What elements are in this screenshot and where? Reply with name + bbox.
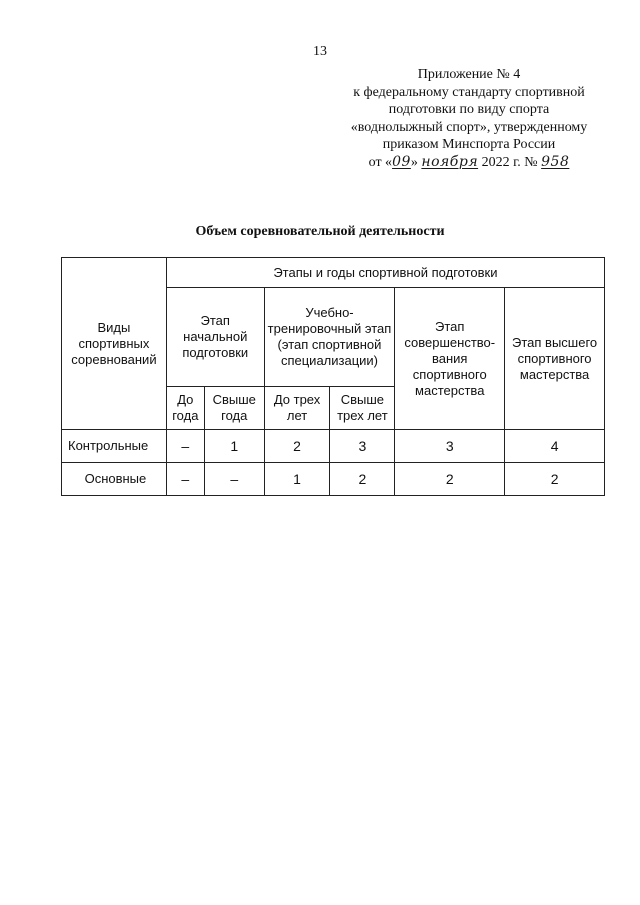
table-row bbox=[62, 463, 605, 496]
header-over-year: Свыше года bbox=[204, 387, 264, 430]
header-stage-improvement: Этап совершенство-вания спортивного мастерства bbox=[395, 288, 505, 430]
row-label: Основные bbox=[62, 463, 167, 496]
row-label: Контрольные bbox=[62, 430, 167, 463]
table-cell: 3 bbox=[330, 430, 395, 463]
table-cell: 3 bbox=[395, 430, 505, 463]
table-cell: 2 bbox=[505, 463, 605, 496]
competition-volume-table bbox=[61, 257, 605, 496]
header-stage-training: Учебно-тренировочный этап (этап спортивной специализации) bbox=[264, 288, 395, 387]
header-stages-group: Этапы и годы спортивной подготовки bbox=[166, 258, 604, 288]
table-cell: 1 bbox=[264, 463, 330, 496]
page-number: 13 bbox=[313, 44, 327, 59]
table-cell: 2 bbox=[330, 463, 395, 496]
table-cell: – bbox=[166, 463, 204, 496]
handwritten-month: ноября bbox=[421, 153, 479, 170]
table-cell: 2 bbox=[264, 430, 330, 463]
table-cell: – bbox=[166, 430, 204, 463]
date-mid: » bbox=[410, 154, 422, 170]
appendix-line: «воднолыжный спорт», утвержденному bbox=[350, 119, 588, 135]
appendix-line: подготовки по виду спорта bbox=[388, 102, 550, 117]
table-cell: 1 bbox=[204, 430, 264, 463]
table-cell: 2 bbox=[395, 463, 505, 496]
year-part: 2022 г. № bbox=[478, 154, 542, 170]
table-cell: – bbox=[204, 463, 264, 496]
header-stage-initial: Этап начальной подготовки bbox=[166, 288, 264, 387]
date-prefix: от « bbox=[368, 154, 393, 170]
header-competition-kinds: Виды спортивных соревнований bbox=[62, 258, 167, 430]
header-upto-three-years: До трех лет bbox=[264, 387, 330, 430]
handwritten-day: 09 bbox=[392, 153, 411, 170]
document-title: Объем соревновательной деятельности bbox=[195, 224, 445, 239]
appendix-date-line bbox=[334, 154, 604, 172]
handwritten-order-number: 958 bbox=[541, 153, 570, 170]
appendix-line: Приложение № 4 bbox=[417, 67, 521, 82]
header-stage-highest: Этап высшего спортивного мастерства bbox=[505, 288, 605, 430]
table-row bbox=[62, 430, 605, 463]
appendix-line: приказом Минспорта России bbox=[382, 137, 556, 152]
table-cell: 4 bbox=[505, 430, 605, 463]
appendix-line: к федеральному стандарту спортивной bbox=[353, 84, 585, 100]
appendix-block bbox=[334, 66, 604, 171]
header-over-three-years: Свыше трех лет bbox=[330, 387, 395, 430]
header-upto-year: До года bbox=[166, 387, 204, 430]
